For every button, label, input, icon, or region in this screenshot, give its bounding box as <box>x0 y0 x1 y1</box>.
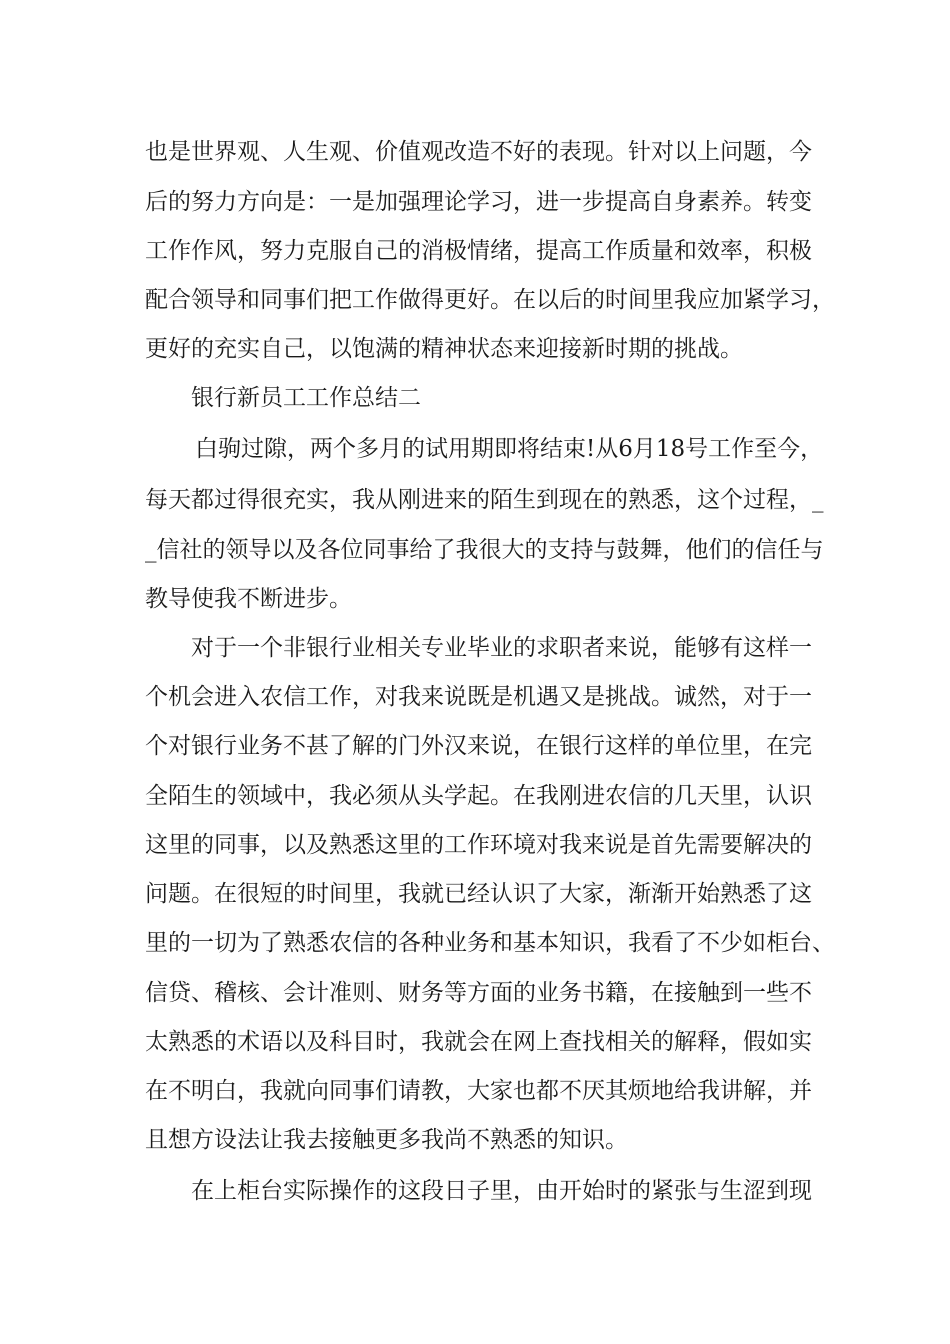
text-line: 更好的充实自己，以饱满的精神状态来迎接新时期的挑战。 <box>145 336 743 362</box>
text-line: 个机会进入农信工作，对我来说既是机遇又是挑战。诚然，对于一 <box>145 684 812 710</box>
text-line: 也是世界观、人生观、价值观改造不好的表现。针对以上问题，今 <box>145 139 812 165</box>
text-line: 每天都过得很充实，我从刚进来的陌生到现在的熟悉，这个过程，_ <box>145 487 824 513</box>
text-line: 对于一个非银行业相关专业毕业的求职者来说，能够有这样一 <box>191 635 812 661</box>
text-line: 白驹过隙，两个多月的试用期即将结束!从6月18号工作至今， <box>195 436 824 462</box>
text-line: 全陌生的领域中，我必须从头学起。在我刚进农信的几天里，认识 <box>145 783 812 809</box>
text-line: 问题。在很短的时间里，我就已经认识了大家，渐渐开始熟悉了这 <box>145 881 812 907</box>
text-line: 工作作风，努力克服自己的消极情绪，提高工作质量和效率，积极 <box>145 238 812 264</box>
text-line: 在上柜台实际操作的这段日子里，由开始时的紧张与生涩到现 <box>191 1178 812 1204</box>
text-line: 配合领导和同事们把工作做得更好。在以后的时间里我应加紧学习， <box>145 287 835 313</box>
text-line: 在不明白，我就向同事们请教，大家也都不厌其烦地给我讲解，并 <box>145 1078 812 1104</box>
text-line: 且想方设法让我去接触更多我尚不熟悉的知识。 <box>145 1127 628 1153</box>
text-line: 个对银行业务不甚了解的门外汉来说，在银行这样的单位里，在完 <box>145 733 812 759</box>
text-line: 后的努力方向是：一是加强理论学习，进一步提高自身素养。转变 <box>145 189 812 215</box>
text-line: 太熟悉的术语以及科目时，我就会在网上查找相关的解释，假如实 <box>145 1029 812 1055</box>
section-heading: 银行新员工工作总结二 <box>191 385 421 411</box>
text-line: 信贷、稽核、会计准则、财务等方面的业务书籍，在接触到一些不 <box>145 980 812 1006</box>
text-line: _信社的领导以及各位同事给了我很大的支持与鼓舞，他们的信任与 <box>145 537 824 563</box>
text-line: 里的一切为了熟悉农信的各种业务和基本知识，我看了不少如柜台、 <box>145 930 835 956</box>
text-line: 教导使我不断进步。 <box>145 586 352 612</box>
text-line: 这里的同事，以及熟悉这里的工作环境对我来说是首先需要解决的 <box>145 832 812 858</box>
